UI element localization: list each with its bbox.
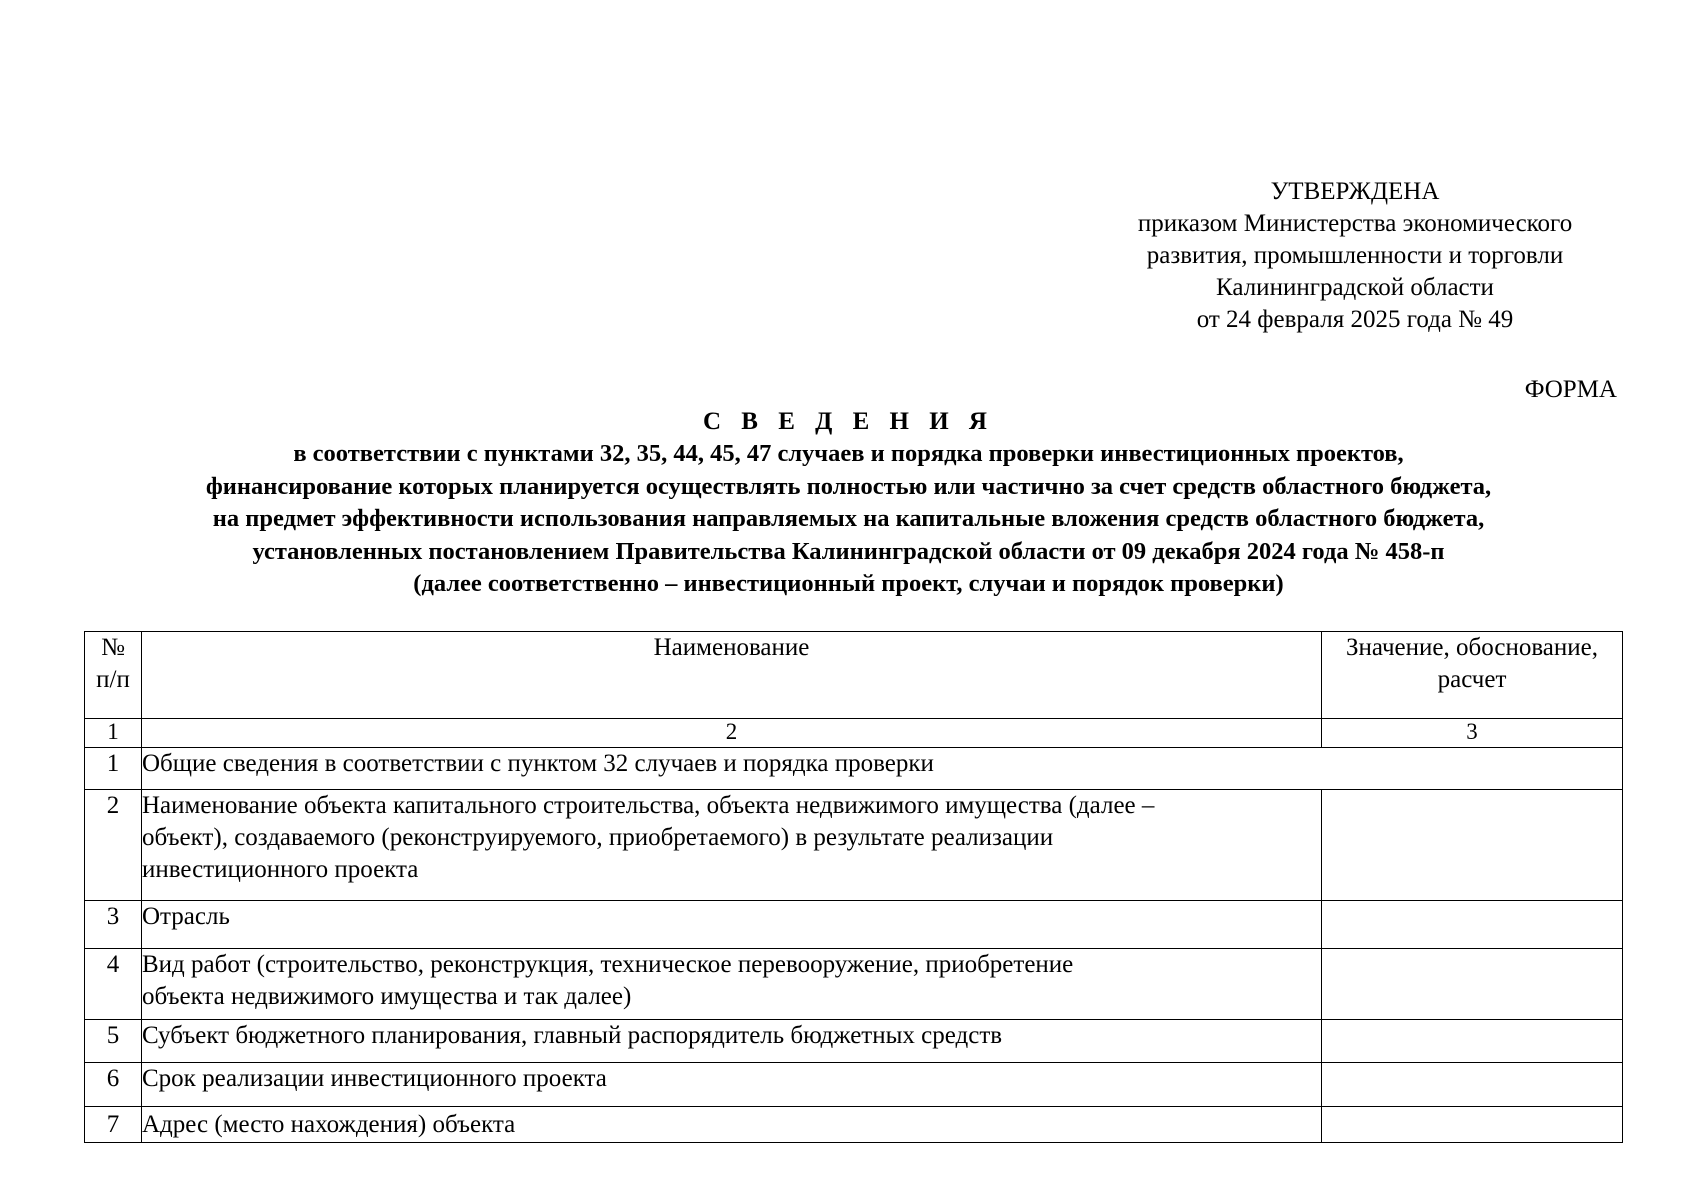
row-name-cell <box>142 949 1322 1020</box>
row-number: 7 <box>85 1107 142 1143</box>
row-number: 3 <box>85 901 142 949</box>
table-header-row <box>85 632 1623 719</box>
row-name-line: инвестиционного проекта <box>142 856 419 883</box>
heading-line: (далее соответственно – инвестиционный проект, случаи и порядок проверки) <box>413 570 1284 597</box>
row-name-line: Вид работ (строительство, реконструкция, техническое перевооружение, приобретение <box>142 951 1074 978</box>
row-value-cell[interactable] <box>1322 1020 1623 1063</box>
row-value-cell[interactable] <box>1322 901 1623 949</box>
column-number-cell: 1 <box>85 719 142 748</box>
header-name-label: Наименование <box>653 634 810 661</box>
row-name-cell <box>142 1107 1322 1143</box>
approval-line: от 24 февраля 2025 года № 49 <box>1196 306 1514 333</box>
table-row <box>85 790 1623 901</box>
table-row <box>85 949 1623 1020</box>
row-number: 6 <box>85 1063 142 1107</box>
table-row <box>85 901 1623 949</box>
document-title: С В Е Д Е Н И Я <box>703 408 994 435</box>
heading-line: установленных постановлением Правительства Калининградской области от 09 декабря 2024 года № 458-п <box>252 537 1445 565</box>
column-number-row <box>85 719 1623 748</box>
row-name-cell <box>142 1063 1322 1107</box>
header-number-sublabel: п/п <box>96 666 130 693</box>
row-name-line: Срок реализации инвестиционного проекта <box>142 1065 607 1092</box>
heading-line: финансирование которых планируется осуществлять полностью или частично за счет средств областного бюджета, <box>205 472 1492 500</box>
header-value-cell <box>1322 632 1623 719</box>
row-name-line: Субъект бюджетного планирования, главный распорядитель бюджетных средств <box>142 1022 1003 1049</box>
heading-line: в соответствии с пунктами 32, 35, 44, 45, 47 случаев и порядка проверки инвестиционных проектов, <box>293 440 1404 467</box>
approval-line: УТВЕРЖДЕНА <box>1270 178 1440 205</box>
row-name-cell <box>142 748 1623 790</box>
row-name-line: объект), создаваемого (реконструируемого, приобретаемого) в результате реализации <box>142 824 1054 851</box>
header-value-sublabel: расчет <box>1437 666 1507 693</box>
header-value-label: Значение, обоснование, <box>1345 634 1598 661</box>
row-name-line: Общие сведения в соответствии с пунктом 32 случаев и порядка проверки <box>142 750 934 777</box>
row-number: 1 <box>85 748 142 790</box>
header-name-cell <box>142 632 1322 719</box>
row-number: 5 <box>85 1020 142 1063</box>
row-name-line: Наименование объекта капитального строительства, объекта недвижимого имущества (далее – <box>142 792 1155 819</box>
row-name-cell <box>142 901 1322 949</box>
table-row <box>85 1063 1623 1107</box>
table-row <box>85 748 1623 790</box>
table-row <box>85 1020 1623 1063</box>
approval-line: приказом Министерства экономического <box>1137 210 1573 237</box>
approval-line: развития, промышленности и торговли <box>1146 242 1564 269</box>
row-value-cell[interactable] <box>1322 949 1623 1020</box>
approval-block <box>1090 176 1620 336</box>
table-row <box>85 1107 1623 1143</box>
info-table <box>84 631 1623 1143</box>
row-number: 4 <box>85 949 142 1020</box>
row-name-line: Адрес (место нахождения) объекта <box>142 1111 516 1138</box>
row-value-cell[interactable] <box>1322 1107 1623 1143</box>
column-number-cell: 3 <box>1322 719 1623 748</box>
row-name-cell <box>142 790 1322 901</box>
document-heading <box>60 406 1637 601</box>
row-name-cell <box>142 1020 1322 1063</box>
approval-line: Калининградской области <box>1216 274 1494 301</box>
row-number: 2 <box>85 790 142 901</box>
row-value-cell[interactable] <box>1322 790 1623 901</box>
header-number-cell <box>85 632 142 719</box>
column-number-cell: 2 <box>142 719 1322 748</box>
row-name-line: Отрасль <box>142 903 230 930</box>
header-number-label: № <box>101 634 125 661</box>
row-value-cell[interactable] <box>1322 1063 1623 1107</box>
form-label: ФОРМА <box>1524 376 1617 403</box>
row-name-line: объекта недвижимого имущества и так далее) <box>142 983 632 1010</box>
heading-line: на предмет эффективности использования направляемых на капитальные вложения средств областного бюджета, <box>212 505 1485 532</box>
